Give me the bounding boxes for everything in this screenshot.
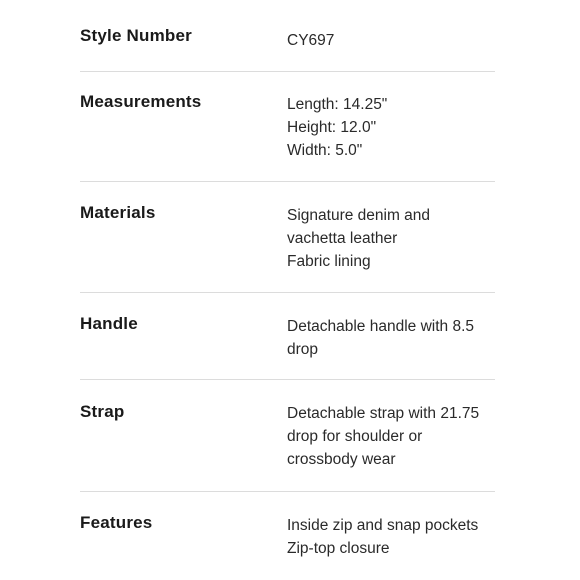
spec-value-line: Width: 5.0" <box>287 142 363 159</box>
spec-value-line: Signature denim and <box>287 207 431 224</box>
spec-value-line: CY697 <box>287 32 335 49</box>
spec-value-line: crossbody wear <box>287 451 396 468</box>
product-specs-table <box>80 0 495 580</box>
spec-row-style-number <box>80 0 495 71</box>
spec-value-line: drop <box>287 341 319 358</box>
spec-label: Features <box>80 513 153 532</box>
spec-value-line: Detachable strap with 21.75 <box>287 405 480 422</box>
spec-value <box>287 512 495 560</box>
spec-label: Measurements <box>80 92 202 111</box>
spec-row-materials <box>80 181 495 292</box>
spec-value-line: vachetta leather <box>287 230 398 247</box>
spec-value <box>287 401 495 471</box>
spec-row-handle <box>80 292 495 379</box>
spec-value-line: Length: 14.25" <box>287 96 388 113</box>
spec-label: Materials <box>80 203 156 222</box>
spec-row-features <box>80 491 495 580</box>
spec-value-line: Fabric lining <box>287 253 371 270</box>
spec-value-line: drop for shoulder or <box>287 428 423 445</box>
spec-value-line: Inside zip and snap pockets <box>287 517 479 534</box>
spec-value <box>287 91 495 162</box>
spec-value <box>287 202 495 273</box>
spec-value <box>287 25 495 52</box>
spec-value-line: Detachable handle with 8.5 <box>287 318 474 335</box>
spec-row-strap <box>80 379 495 491</box>
spec-row-measurements <box>80 71 495 181</box>
spec-value-line: Zip-top closure <box>287 540 390 557</box>
spec-label: Style Number <box>80 26 192 45</box>
spec-value <box>287 313 495 361</box>
spec-label: Handle <box>80 314 138 333</box>
spec-value-line: Height: 12.0" <box>287 119 377 136</box>
spec-label: Strap <box>80 402 125 421</box>
